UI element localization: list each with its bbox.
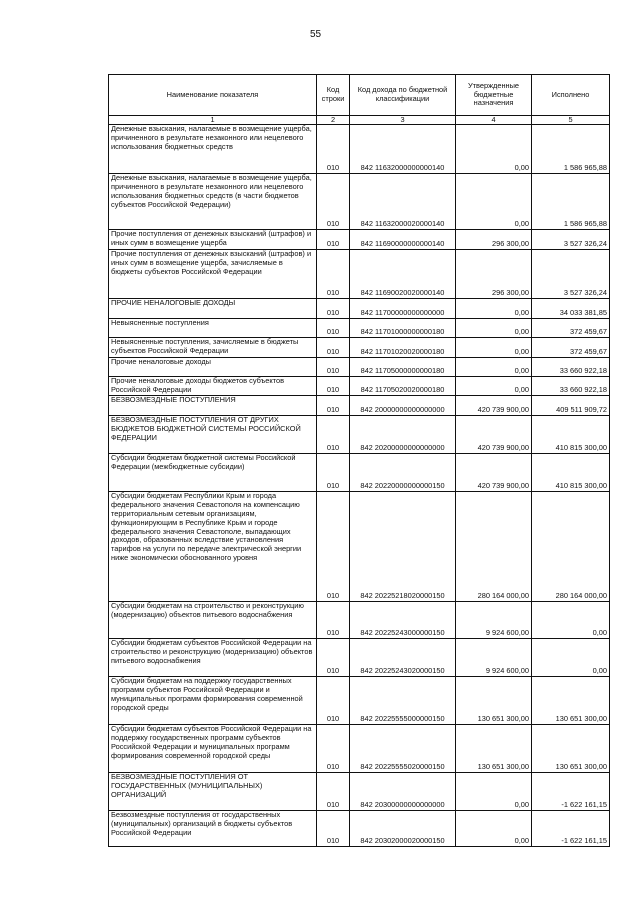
table-row — [109, 677, 610, 725]
approved-amount-cell: 420 739 900,00 — [456, 416, 532, 454]
executed-amount-cell: 3 527 326,24 — [532, 250, 610, 299]
executed-amount-cell: 372 459,67 — [532, 319, 610, 338]
table-row — [109, 416, 610, 454]
revenue-code-cell: 842 20225243000000150 — [350, 602, 456, 639]
line-code-cell: 010 — [317, 677, 350, 725]
table-body — [109, 125, 610, 847]
approved-amount-cell: 0,00 — [456, 174, 532, 230]
indicator-name-cell: БЕЗВОЗМЕЗДНЫЕ ПОСТУПЛЕНИЯ — [109, 396, 317, 416]
line-code-cell: 010 — [317, 174, 350, 230]
line-code-cell: 010 — [317, 319, 350, 338]
indicator-name-cell: ПРОЧИЕ НЕНАЛОГОВЫЕ ДОХОДЫ — [109, 299, 317, 319]
table-row — [109, 338, 610, 358]
revenue-code-cell: 842 20200000000000000 — [350, 416, 456, 454]
approved-amount-cell: 0,00 — [456, 358, 532, 377]
indicator-name-cell: Субсидии бюджетам субъектов Российской Федерации на строительство и реконструкцию (модернизацию) объектов питьевого водоснабжения — [109, 639, 317, 677]
header-approved: Утвержденные бюджетные назначения — [456, 75, 532, 116]
indicator-name-cell: БЕЗВОЗМЕЗДНЫЕ ПОСТУПЛЕНИЯ ОТ ДРУГИХ БЮДЖЕТОВ БЮДЖЕТНОЙ СИСТЕМЫ РОССИЙСКОЙ ФЕДЕРАЦИИ — [109, 416, 317, 454]
table-row — [109, 454, 610, 492]
table-row — [109, 602, 610, 639]
approved-amount-cell: 296 300,00 — [456, 230, 532, 250]
line-code-cell: 010 — [317, 725, 350, 773]
header-line-code: Код строки — [317, 75, 350, 116]
indicator-name-cell: Прочие поступления от денежных взысканий (штрафов) и иных сумм в возмещение ущерба, зачисляемые в бюджеты субъектов Российской Федерации — [109, 250, 317, 299]
table-row — [109, 125, 610, 174]
indicator-name-cell: Денежные взыскания, налагаемые в возмещение ущерба, причиненного в результате незаконного или нецелевого использования бюджетных средств — [109, 125, 317, 174]
revenue-code-cell: 842 20225555020000150 — [350, 725, 456, 773]
revenue-code-cell: 842 20225218020000150 — [350, 492, 456, 602]
table-row — [109, 319, 610, 338]
revenue-code-cell: 842 11632000000000140 — [350, 125, 456, 174]
approved-amount-cell: 0,00 — [456, 338, 532, 358]
approved-amount-cell: 420 739 900,00 — [456, 396, 532, 416]
executed-amount-cell: 372 459,67 — [532, 338, 610, 358]
line-code-cell: 010 — [317, 250, 350, 299]
revenue-code-cell: 842 20300000000000000 — [350, 773, 456, 811]
line-code-cell: 010 — [317, 454, 350, 492]
approved-amount-cell: 420 739 900,00 — [456, 454, 532, 492]
header-indicator-name: Наименование показателя — [109, 75, 317, 116]
revenue-code-cell: 842 11690000000000140 — [350, 230, 456, 250]
line-code-cell: 010 — [317, 811, 350, 847]
approved-amount-cell: 9 924 600,00 — [456, 639, 532, 677]
indicator-name-cell: Субсидии бюджетам бюджетной системы Российской Федерации (межбюджетные субсидии) — [109, 454, 317, 492]
table-row — [109, 358, 610, 377]
approved-amount-cell: 0,00 — [456, 299, 532, 319]
executed-amount-cell: 33 660 922,18 — [532, 377, 610, 396]
line-code-cell: 010 — [317, 338, 350, 358]
table-row — [109, 299, 610, 319]
indicator-name-cell: Прочие неналоговые доходы бюджетов субъектов Российской Федерации — [109, 377, 317, 396]
indicator-name-cell: Безвозмездные поступления от государственных (муниципальных) организаций в бюджеты субъектов Российской Федерации — [109, 811, 317, 847]
indicator-name-cell: Субсидии бюджетам на поддержку государственных программ субъектов Российской Федерации и муниципальных программ формирования современной городской среды — [109, 677, 317, 725]
line-code-cell: 010 — [317, 299, 350, 319]
column-number: 4 — [456, 116, 532, 125]
approved-amount-cell: 0,00 — [456, 319, 532, 338]
executed-amount-cell: 1 586 965,88 — [532, 125, 610, 174]
line-code-cell: 010 — [317, 639, 350, 677]
column-number: 3 — [350, 116, 456, 125]
indicator-name-cell: Субсидии бюджетам на строительство и реконструкцию (модернизацию) объектов питьевого водоснабжения — [109, 602, 317, 639]
line-code-cell: 010 — [317, 358, 350, 377]
line-code-cell: 010 — [317, 416, 350, 454]
revenue-code-cell: 842 20225243020000150 — [350, 639, 456, 677]
revenue-code-cell: 842 20225555000000150 — [350, 677, 456, 725]
executed-amount-cell: 0,00 — [532, 602, 610, 639]
executed-amount-cell: 130 651 300,00 — [532, 725, 610, 773]
line-code-cell: 010 — [317, 125, 350, 174]
approved-amount-cell: 0,00 — [456, 811, 532, 847]
approved-amount-cell: 130 651 300,00 — [456, 725, 532, 773]
executed-amount-cell: 0,00 — [532, 639, 610, 677]
approved-amount-cell: 0,00 — [456, 377, 532, 396]
approved-amount-cell: 296 300,00 — [456, 250, 532, 299]
revenue-code-cell: 842 11700000000000000 — [350, 299, 456, 319]
revenue-code-cell: 842 20302000020000150 — [350, 811, 456, 847]
header-executed: Исполнено — [532, 75, 610, 116]
revenue-code-cell: 842 11701020020000180 — [350, 338, 456, 358]
approved-amount-cell: 0,00 — [456, 125, 532, 174]
table-row — [109, 811, 610, 847]
executed-amount-cell: 410 815 300,00 — [532, 454, 610, 492]
executed-amount-cell: 130 651 300,00 — [532, 677, 610, 725]
line-code-cell: 010 — [317, 773, 350, 811]
table-row — [109, 492, 610, 602]
revenue-code-cell: 842 20220000000000150 — [350, 454, 456, 492]
revenue-code-cell: 842 11705020020000180 — [350, 377, 456, 396]
approved-amount-cell: 130 651 300,00 — [456, 677, 532, 725]
column-number: 2 — [317, 116, 350, 125]
approved-amount-cell: 9 924 600,00 — [456, 602, 532, 639]
indicator-name-cell: Субсидии бюджетам субъектов Российской Федерации на поддержку государственных программ субъектов Российской Федерации и муниципальных программ формирования современной городской среды — [109, 725, 317, 773]
executed-amount-cell: 34 033 381,85 — [532, 299, 610, 319]
table-row — [109, 230, 610, 250]
indicator-name-cell: Невыясненные поступления — [109, 319, 317, 338]
executed-amount-cell: 280 164 000,00 — [532, 492, 610, 602]
line-code-cell: 010 — [317, 492, 350, 602]
executed-amount-cell: -1 622 161,15 — [532, 811, 610, 847]
page-number: 55 — [309, 29, 322, 40]
table-row — [109, 396, 610, 416]
line-code-cell: 010 — [317, 377, 350, 396]
table-row — [109, 725, 610, 773]
column-number: 5 — [532, 116, 610, 125]
revenue-code-cell: 842 11705000000000180 — [350, 358, 456, 377]
revenue-code-cell: 842 11701000000000180 — [350, 319, 456, 338]
executed-amount-cell: 1 586 965,88 — [532, 174, 610, 230]
indicator-name-cell: Денежные взыскания, налагаемые в возмещение ущерба, причиненного в результате незаконного или нецелевого использования бюджетных средств (в части бюджетов субъектов Российской Федерации) — [109, 174, 317, 230]
table-row — [109, 174, 610, 230]
executed-amount-cell: 410 815 300,00 — [532, 416, 610, 454]
table-row — [109, 250, 610, 299]
executed-amount-cell: 33 660 922,18 — [532, 358, 610, 377]
line-code-cell: 010 — [317, 602, 350, 639]
indicator-name-cell: Прочие поступления от денежных взысканий (штрафов) и иных сумм в возмещение ущерба — [109, 230, 317, 250]
header-revenue-code: Код дохода по бюджетной классификации — [350, 75, 456, 116]
indicator-name-cell: Невыясненные поступления, зачисляемые в бюджеты субъектов Российской Федерации — [109, 338, 317, 358]
executed-amount-cell: 409 511 909,72 — [532, 396, 610, 416]
indicator-name-cell: Прочие неналоговые доходы — [109, 358, 317, 377]
indicator-name-cell: Субсидии бюджетам Республики Крым и города федерального значения Севастополя на компенсацию территориальным сетевым организациям, функционирующим в Республике Крым и городе федерального значения Севастополе, выпадающих доходов, образованных вследствие установления тарифов на услуги по передаче электрической энергии ниже экономически обоснованного уровня — [109, 492, 317, 602]
revenue-code-cell: 842 11632000020000140 — [350, 174, 456, 230]
executed-amount-cell: -1 622 161,15 — [532, 773, 610, 811]
indicator-name-cell: БЕЗВОЗМЕЗДНЫЕ ПОСТУПЛЕНИЯ ОТ ГОСУДАРСТВЕННЫХ (МУНИЦИПАЛЬНЫХ) ОРГАНИЗАЦИЙ — [109, 773, 317, 811]
table-row — [109, 377, 610, 396]
executed-amount-cell: 3 527 326,24 — [532, 230, 610, 250]
line-code-cell: 010 — [317, 230, 350, 250]
table-header-row — [109, 75, 610, 116]
approved-amount-cell: 280 164 000,00 — [456, 492, 532, 602]
revenue-code-cell: 842 20000000000000000 — [350, 396, 456, 416]
line-code-cell: 010 — [317, 396, 350, 416]
table-row — [109, 773, 610, 811]
revenue-code-cell: 842 11690020020000140 — [350, 250, 456, 299]
revenue-table — [108, 74, 610, 847]
column-number: 1 — [109, 116, 317, 125]
table-row — [109, 639, 610, 677]
approved-amount-cell: 0,00 — [456, 773, 532, 811]
